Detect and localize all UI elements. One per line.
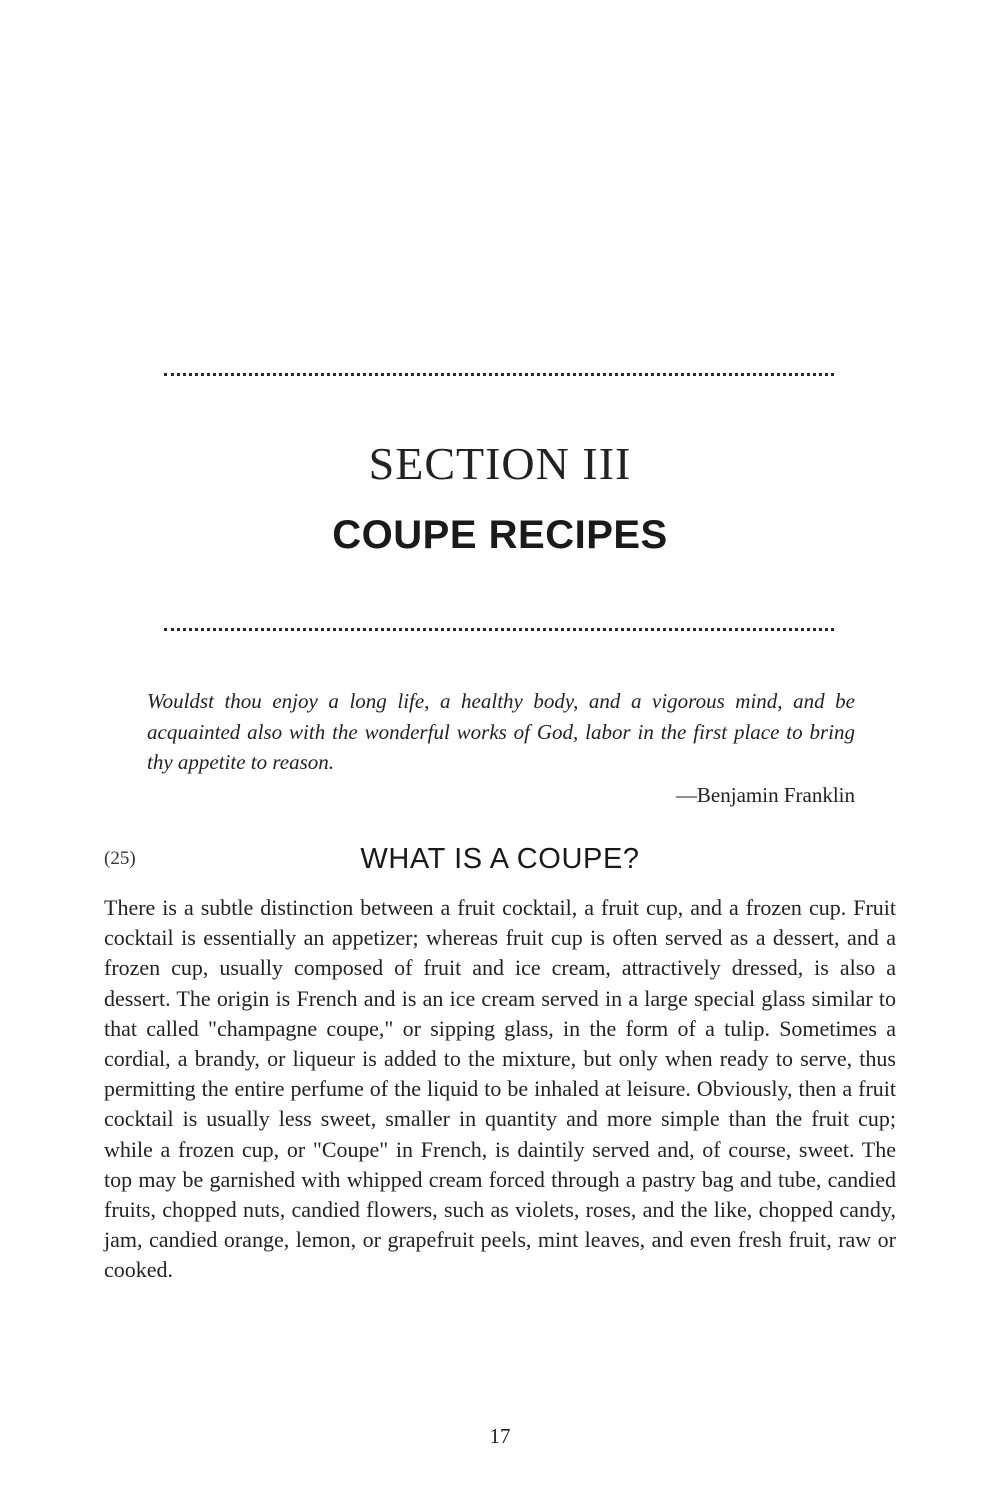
entry-number: (25) bbox=[104, 848, 136, 869]
page-number: 17 bbox=[489, 1424, 511, 1448]
section-title: COUPE RECIPES bbox=[332, 513, 668, 557]
epigraph bbox=[147, 686, 855, 810]
entry-heading: WHAT IS A COUPE? bbox=[360, 843, 640, 875]
epigraph-quote: Wouldst thou enjoy a long life, a healthy body, and a vigorous mind, and be acquainted also with the wonderful works of God, labor in the first place to bring thy appetite to reason. bbox=[147, 689, 855, 774]
epigraph-attribution: —Benjamin Franklin bbox=[675, 782, 855, 807]
dotted-rule-bottom bbox=[164, 628, 834, 631]
section-label: SECTION III bbox=[368, 438, 632, 489]
entry-body-paragraph: There is a subtle distinction between a fruit cocktail, a fruit cup, and a frozen cup. Fruit cocktail is essentially an appetizer; whereas fruit cup is often served as a dessert, and a frozen cup, usually composed of fruit and ice cream, attractively dressed, is also a dessert. The origin is French and is an ice cream served in a large special glass similar to that called "champagne coupe," or sipping glass, in the form of a tulip. Sometimes a cordial, a brandy, or liqueur is added to the mixture, but only when ready to serve, thus permitting the entire perfume of the liquid to be inhaled at leisure. Obviously, then a fruit cocktail is usually less sweet, smaller in quantity and more simple than the fruit cup; while a frozen cup, or "Coupe" in French, is daintily served and, of course, sweet. The top may be garnished with whipped cream forced through a pastry bag and tube, candied fruits, chopped nuts, candied flowers, such as violets, roses, and the like, chopped candy, jam, candied orange, lemon, or grapefruit peels, mint leaves, and even fresh fruit, raw or cooked. bbox=[104, 895, 896, 1283]
dotted-rule-top bbox=[164, 373, 834, 376]
